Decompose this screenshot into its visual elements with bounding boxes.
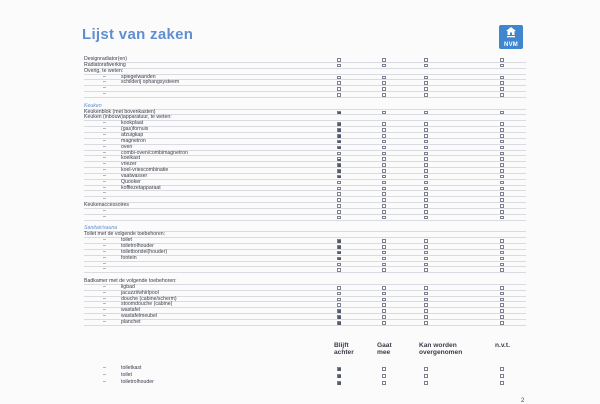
checkbox[interactable]	[424, 286, 428, 290]
checkbox[interactable]	[424, 292, 428, 296]
checkbox[interactable]	[337, 187, 341, 191]
item-dash: –	[103, 190, 106, 197]
item-dash: –	[103, 126, 106, 133]
checkbox[interactable]	[500, 268, 504, 272]
checkbox[interactable]	[382, 169, 386, 173]
checkbox[interactable]	[382, 303, 386, 307]
checkbox[interactable]	[337, 216, 341, 220]
row-label: Toilet met de volgende toebehoren:	[84, 231, 166, 238]
checkbox[interactable]	[382, 292, 386, 296]
item-dash: –	[103, 379, 106, 385]
page-title: Lijst van zaken	[82, 26, 194, 43]
checkbox[interactable]	[382, 257, 386, 261]
checkbox[interactable]	[337, 111, 341, 115]
checkbox[interactable]	[424, 140, 428, 144]
checkbox[interactable]	[382, 64, 386, 68]
item-dash: –	[103, 137, 106, 144]
item-dash: –	[103, 372, 106, 378]
checkbox[interactable]	[500, 239, 504, 243]
item-dash: –	[103, 283, 106, 290]
item-dash: –	[103, 131, 106, 138]
checkbox[interactable]	[337, 192, 341, 196]
checkbox[interactable]	[424, 204, 428, 208]
checkbox[interactable]	[382, 187, 386, 191]
checkbox[interactable]	[382, 157, 386, 161]
checkbox[interactable]	[500, 303, 504, 307]
checkbox[interactable]	[500, 198, 504, 202]
checkbox[interactable]	[500, 292, 504, 296]
checkbox[interactable]	[337, 286, 341, 290]
item-dash: –	[103, 365, 106, 371]
checkbox[interactable]	[337, 204, 341, 208]
checkbox[interactable]	[382, 192, 386, 196]
item-dash: –	[103, 254, 106, 261]
checkbox[interactable]	[337, 245, 341, 249]
row-label: Keukenaccessoires	[84, 202, 129, 209]
row-label: Quooker	[121, 178, 141, 185]
row-label: kookplaat	[121, 120, 144, 127]
checkbox[interactable]	[337, 239, 341, 243]
checkbox[interactable]	[500, 245, 504, 249]
column-header-blijft-achter: Blijft achter	[334, 342, 354, 356]
checkbox[interactable]	[382, 204, 386, 208]
item-dash: –	[103, 155, 106, 162]
checkbox[interactable]	[382, 374, 386, 378]
checkbox[interactable]	[424, 303, 428, 307]
checkbox[interactable]	[382, 58, 386, 62]
checkbox[interactable]	[500, 210, 504, 214]
checkbox[interactable]	[424, 374, 428, 378]
checkbox[interactable]	[382, 175, 386, 179]
checkbox[interactable]	[382, 76, 386, 80]
item-dash: –	[103, 213, 106, 220]
checkbox[interactable]	[337, 122, 341, 126]
row-label: douche (cabine/scherm)	[121, 295, 177, 302]
item-dash: –	[103, 172, 106, 179]
checkbox[interactable]	[382, 146, 386, 150]
checklist-row	[84, 366, 526, 373]
column-header-gaat-mee: Gaat mee	[377, 342, 392, 356]
checkbox[interactable]	[500, 157, 504, 161]
row-label: wastafel	[121, 307, 141, 314]
checkbox[interactable]	[337, 251, 341, 255]
checkbox[interactable]	[382, 309, 386, 313]
checkbox[interactable]	[337, 367, 341, 371]
item-dash: –	[103, 73, 106, 80]
checkbox[interactable]	[424, 181, 428, 185]
checkbox[interactable]	[500, 309, 504, 313]
checkbox[interactable]	[382, 315, 386, 319]
checkbox[interactable]	[424, 111, 428, 115]
row-label: (gas)fornuis	[121, 126, 149, 133]
checkbox[interactable]	[424, 309, 428, 313]
row-label: vriezer	[121, 161, 137, 168]
checkbox[interactable]	[500, 169, 504, 173]
checkbox[interactable]	[382, 140, 386, 144]
checkbox[interactable]	[337, 81, 341, 85]
checkbox[interactable]	[424, 257, 428, 261]
checkbox[interactable]	[500, 111, 504, 115]
checkbox[interactable]	[337, 163, 341, 167]
checkbox[interactable]	[337, 257, 341, 261]
row-label: toiletrolhouder	[121, 243, 154, 249]
item-dash: –	[103, 237, 106, 244]
checkbox[interactable]	[424, 251, 428, 255]
item-dash: –	[103, 260, 106, 267]
checkbox[interactable]	[337, 157, 341, 161]
checkbox[interactable]	[424, 263, 428, 267]
checkbox[interactable]	[337, 210, 341, 214]
row-label: spiegelwanden	[121, 73, 156, 80]
page-number: 2	[521, 398, 525, 404]
checkbox[interactable]	[382, 111, 386, 115]
checkbox[interactable]	[500, 216, 504, 220]
checkbox[interactable]	[500, 187, 504, 191]
checkbox[interactable]	[500, 128, 504, 132]
checkbox[interactable]	[500, 152, 504, 156]
checkbox[interactable]	[382, 245, 386, 249]
checkbox[interactable]	[424, 163, 428, 167]
checkbox[interactable]	[500, 146, 504, 150]
checkbox[interactable]	[382, 216, 386, 220]
checkbox[interactable]	[382, 268, 386, 272]
checkbox[interactable]	[382, 152, 386, 156]
checkbox[interactable]	[337, 292, 341, 296]
item-dash: –	[103, 167, 106, 174]
checkbox[interactable]	[382, 298, 386, 302]
row-label: toiletborstel(houder)	[121, 248, 168, 255]
row-label: Overig, te weten:	[84, 67, 124, 74]
checkbox[interactable]	[424, 87, 428, 91]
row-label: vaatwasser	[121, 172, 148, 179]
checkbox[interactable]	[337, 381, 341, 385]
item-dash: –	[103, 91, 106, 98]
checkbox[interactable]	[424, 239, 428, 243]
checkbox[interactable]	[382, 198, 386, 202]
row-label: schilderij ophangsysteem	[121, 79, 180, 86]
row-label: toiletkast	[121, 365, 142, 371]
item-dash: –	[103, 196, 106, 203]
item-dash: –	[103, 184, 106, 191]
checkbox[interactable]	[337, 134, 341, 138]
checkbox[interactable]	[500, 163, 504, 167]
checkbox[interactable]	[500, 76, 504, 80]
checkbox[interactable]	[500, 93, 504, 97]
checkbox[interactable]	[424, 122, 428, 126]
row-label: combi-oven/combimagnetron	[121, 149, 188, 156]
item-dash: –	[103, 120, 106, 127]
checkbox[interactable]	[424, 128, 428, 132]
checkbox[interactable]	[500, 251, 504, 255]
checkbox[interactable]	[424, 76, 428, 80]
row-label: Keukenblok (met bovenkasten)	[84, 108, 156, 115]
item-dash: –	[103, 301, 106, 308]
row-label: wastafelmeubel	[121, 313, 158, 320]
checkbox[interactable]	[337, 315, 341, 319]
checkbox[interactable]	[337, 309, 341, 313]
checkbox[interactable]	[337, 263, 341, 267]
checkbox[interactable]	[424, 134, 428, 138]
checkbox[interactable]	[424, 216, 428, 220]
checkbox[interactable]	[500, 286, 504, 290]
checkbox[interactable]	[382, 239, 386, 243]
row-label: Designradiator(en)	[84, 56, 127, 62]
checkbox[interactable]	[337, 169, 341, 173]
checkbox[interactable]	[382, 134, 386, 138]
checkbox[interactable]	[424, 157, 428, 161]
checkbox[interactable]	[382, 81, 386, 85]
row-label: Badkamer met de volgende toebehoren:	[84, 278, 177, 285]
checkbox[interactable]	[500, 381, 504, 385]
checkbox[interactable]	[382, 321, 386, 325]
checkbox[interactable]	[424, 321, 428, 325]
logo-text: NVM	[504, 42, 518, 48]
checkbox[interactable]	[424, 81, 428, 85]
item-dash: –	[103, 289, 106, 296]
row-label: magnetron	[121, 137, 146, 144]
checkbox[interactable]	[500, 367, 504, 371]
row-label: ligbad	[121, 283, 135, 290]
checkbox[interactable]	[424, 152, 428, 156]
row-label: afzuigkap	[121, 131, 144, 138]
checkbox[interactable]	[337, 321, 341, 325]
checkbox[interactable]	[382, 128, 386, 132]
checkbox[interactable]	[382, 163, 386, 167]
row-label: koelkast	[121, 155, 141, 162]
checkbox[interactable]	[424, 58, 428, 62]
checkbox[interactable]	[500, 64, 504, 68]
checkbox[interactable]	[424, 268, 428, 272]
row-label: koel-vriescombinatie	[121, 167, 169, 174]
checkbox[interactable]	[424, 169, 428, 173]
row-label: Keuken (inbouw)apparatuur, te weten:	[84, 114, 172, 121]
row-label: Radiatorafwerking	[84, 61, 126, 68]
checkbox[interactable]	[500, 122, 504, 126]
row-label: koffiezetapparaat	[121, 184, 161, 191]
item-dash: –	[103, 307, 106, 314]
row-label: stoomdouche (cabine)	[121, 301, 173, 308]
checkbox[interactable]	[424, 93, 428, 97]
checkbox[interactable]	[424, 298, 428, 302]
nvm-logo	[499, 25, 523, 49]
checkbox[interactable]	[382, 286, 386, 290]
item-dash: –	[103, 295, 106, 302]
row-label: Keuken	[84, 102, 102, 109]
checkbox[interactable]	[424, 175, 428, 179]
column-header-nvt: n.v.t.	[495, 342, 510, 349]
row-label: toilet	[121, 372, 132, 378]
checkbox[interactable]	[337, 146, 341, 150]
checkbox[interactable]	[337, 76, 341, 80]
row-label: fontein	[121, 254, 137, 261]
checkbox[interactable]	[424, 198, 428, 202]
checkbox[interactable]	[382, 93, 386, 97]
row-label: Sanitair/sauna	[84, 225, 118, 232]
row-label: toilet	[121, 237, 132, 244]
item-dash: –	[103, 85, 106, 92]
checkbox[interactable]	[337, 64, 341, 68]
checkbox[interactable]	[337, 298, 341, 302]
item-dash: –	[103, 161, 106, 168]
checkbox[interactable]	[337, 268, 341, 272]
checkbox[interactable]	[382, 381, 386, 385]
checkbox[interactable]	[382, 122, 386, 126]
checkbox[interactable]	[500, 175, 504, 179]
item-dash: –	[103, 207, 106, 214]
checkbox[interactable]	[337, 128, 341, 132]
checkbox[interactable]	[382, 251, 386, 255]
checkbox[interactable]	[424, 315, 428, 319]
checkbox[interactable]	[337, 58, 341, 62]
checkbox[interactable]	[500, 81, 504, 85]
checkbox[interactable]	[500, 204, 504, 208]
checkbox[interactable]	[424, 367, 428, 371]
checkbox[interactable]	[337, 93, 341, 97]
checkbox[interactable]	[500, 315, 504, 319]
row-label: jacuzzi/whirlpool	[121, 289, 159, 296]
checkbox[interactable]	[337, 181, 341, 185]
checkbox[interactable]	[500, 298, 504, 302]
checklist-row	[84, 380, 526, 387]
checkbox[interactable]	[424, 381, 428, 385]
checkbox[interactable]	[424, 146, 428, 150]
checkbox[interactable]	[337, 175, 341, 179]
checkbox[interactable]	[337, 198, 341, 202]
item-dash: –	[103, 178, 106, 185]
item-dash: –	[103, 143, 106, 150]
item-dash: –	[103, 266, 106, 273]
checkbox[interactable]	[500, 58, 504, 62]
checkbox[interactable]	[424, 192, 428, 196]
checkbox[interactable]	[424, 210, 428, 214]
checkbox[interactable]	[424, 187, 428, 191]
checkbox[interactable]	[424, 245, 428, 249]
checkbox[interactable]	[500, 321, 504, 325]
checkbox[interactable]	[337, 152, 341, 156]
item-dash: –	[103, 243, 106, 249]
checkbox[interactable]	[337, 374, 341, 378]
checklist-bottom	[84, 366, 526, 387]
checkbox[interactable]	[500, 263, 504, 267]
checkbox[interactable]	[382, 210, 386, 214]
item-dash: –	[103, 248, 106, 255]
column-header-kan-worden-overgenomen: Kan worden overgenomen	[419, 342, 463, 356]
checkbox[interactable]	[382, 367, 386, 371]
item-dash: –	[103, 313, 106, 320]
row-label: oven	[121, 143, 133, 150]
item-dash: –	[103, 79, 106, 86]
checkbox[interactable]	[500, 134, 504, 138]
checkbox[interactable]	[424, 64, 428, 68]
checkbox[interactable]	[382, 87, 386, 91]
checkbox[interactable]	[382, 181, 386, 185]
row-label: planchet	[121, 318, 141, 325]
checkbox[interactable]	[337, 303, 341, 307]
checklist-row	[84, 320, 526, 326]
checkbox[interactable]	[337, 140, 341, 144]
checkbox[interactable]	[500, 374, 504, 378]
checkbox[interactable]	[500, 192, 504, 196]
item-dash: –	[103, 149, 106, 156]
checkbox[interactable]	[500, 257, 504, 261]
checkbox[interactable]	[337, 87, 341, 91]
checkbox[interactable]	[500, 140, 504, 144]
checkbox[interactable]	[500, 87, 504, 91]
checkbox[interactable]	[382, 263, 386, 267]
checklist-main	[84, 57, 526, 326]
row-label: toiletrolhouder	[121, 379, 154, 385]
checkbox[interactable]	[500, 181, 504, 185]
house-icon	[506, 27, 516, 38]
item-dash: –	[103, 318, 106, 325]
